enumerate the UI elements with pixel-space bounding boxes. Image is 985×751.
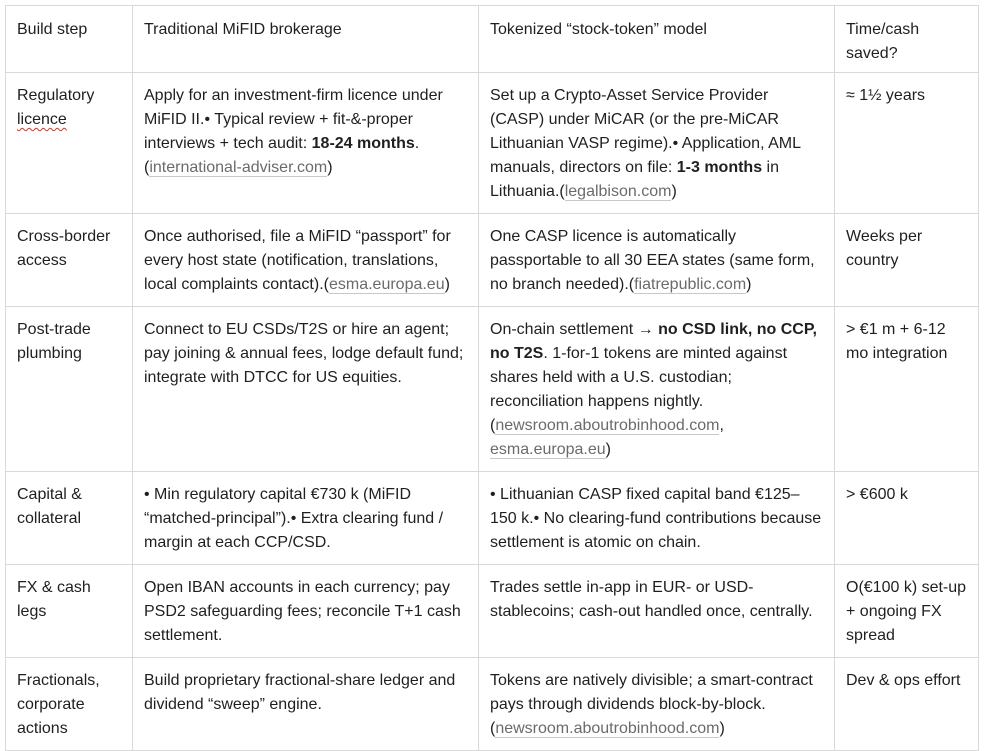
header-build-step: Build step bbox=[6, 6, 133, 73]
comparison-table bbox=[5, 5, 979, 751]
table-row bbox=[6, 307, 979, 472]
row-tokenized: Trades settle in-app in EUR- or USD-stablecoins; cash-out handled once, centrally. bbox=[479, 565, 835, 658]
table-row bbox=[6, 565, 979, 658]
row-traditional: • Min regulatory capital €730 k (MiFID “matched-principal”).• Extra clearing fund / margin at each CCP/CSD. bbox=[133, 472, 479, 565]
row-traditional: Apply for an investment-firm licence under MiFID II.• Typical review + fit-&-proper interviews + tech audit: 18-24 months. (international-adviser.com) bbox=[133, 73, 479, 214]
source-link[interactable]: legalbison.com bbox=[564, 183, 672, 200]
row-saved: Weeks per country bbox=[835, 214, 979, 307]
table-row bbox=[6, 214, 979, 307]
header-traditional: Traditional MiFID brokerage bbox=[133, 6, 479, 73]
row-traditional: Build proprietary fractional-share ledger and dividend “sweep” engine. bbox=[133, 658, 479, 751]
source-link[interactable]: esma.europa.eu bbox=[490, 441, 606, 458]
table-row bbox=[6, 73, 979, 214]
row-step: Fractionals, corporate actions bbox=[6, 658, 133, 751]
header-time-saved: Time/cash saved? bbox=[835, 6, 979, 73]
source-link[interactable]: esma.europa.eu bbox=[328, 276, 445, 293]
row-saved: ≈ 1½ years bbox=[835, 73, 979, 214]
row-step: FX & cash legs bbox=[6, 565, 133, 658]
source-link[interactable]: newsroom.aboutrobinhood.com bbox=[495, 417, 720, 434]
row-traditional: Connect to EU CSDs/T2S or hire an agent; pay joining & annual fees, lodge default fund; integrate with DTCC for US equities. bbox=[133, 307, 479, 472]
row-tokenized: Tokens are natively divisible; a smart-contract pays through dividends block-by-block.(newsroom.aboutrobinhood.com) bbox=[479, 658, 835, 751]
table-row bbox=[6, 658, 979, 751]
row-saved: > €1 m + 6-12 mo integration bbox=[835, 307, 979, 472]
row-step: Capital & collateral bbox=[6, 472, 133, 565]
row-saved: O(€100 k) set-up + ongoing FX spread bbox=[835, 565, 979, 658]
row-saved: Dev & ops effort bbox=[835, 658, 979, 751]
source-link[interactable]: international-adviser.com bbox=[149, 159, 328, 176]
row-tokenized: • Lithuanian CASP fixed capital band €125–150 k.• No clearing-fund contributions because settlement is atomic on chain. bbox=[479, 472, 835, 565]
row-step: Post-trade plumbing bbox=[6, 307, 133, 472]
row-traditional: Open IBAN accounts in each currency; pay PSD2 safeguarding fees; reconcile T+1 cash settlement. bbox=[133, 565, 479, 658]
row-traditional: Once authorised, file a MiFID “passport” for every host state (notification, translations, local complaints contact).(esma.europa.eu) bbox=[133, 214, 479, 307]
row-tokenized: Set up a Crypto-Asset Service Provider (CASP) under MiCAR (or the pre-MiCAR Lithuanian VASP regime).• Application, AML manuals, directors on file: 1-3 months in Lithuania.(legalbison.com) bbox=[479, 73, 835, 214]
source-link[interactable]: newsroom.aboutrobinhood.com bbox=[495, 720, 720, 737]
spellcheck-word: licence bbox=[17, 111, 67, 128]
row-saved: > €600 k bbox=[835, 472, 979, 565]
header-tokenized: Tokenized “stock-token” model bbox=[479, 6, 835, 73]
row-tokenized: One CASP licence is automatically passportable to all 30 EEA states (same form, no branch needed).(fiatrepublic.com) bbox=[479, 214, 835, 307]
row-step: Cross-border access bbox=[6, 214, 133, 307]
row-tokenized: On-chain settlement → no CSD link, no CCP, no T2S. 1-for-1 tokens are minted against shares held with a U.S. custodian; reconciliation happens nightly. (newsroom.aboutrobinhood.com, esma.europa.eu) bbox=[479, 307, 835, 472]
source-link[interactable]: fiatrepublic.com bbox=[634, 276, 747, 293]
header-row bbox=[6, 6, 979, 73]
table-row bbox=[6, 472, 979, 565]
row-step: Regulatory licence bbox=[6, 73, 133, 214]
